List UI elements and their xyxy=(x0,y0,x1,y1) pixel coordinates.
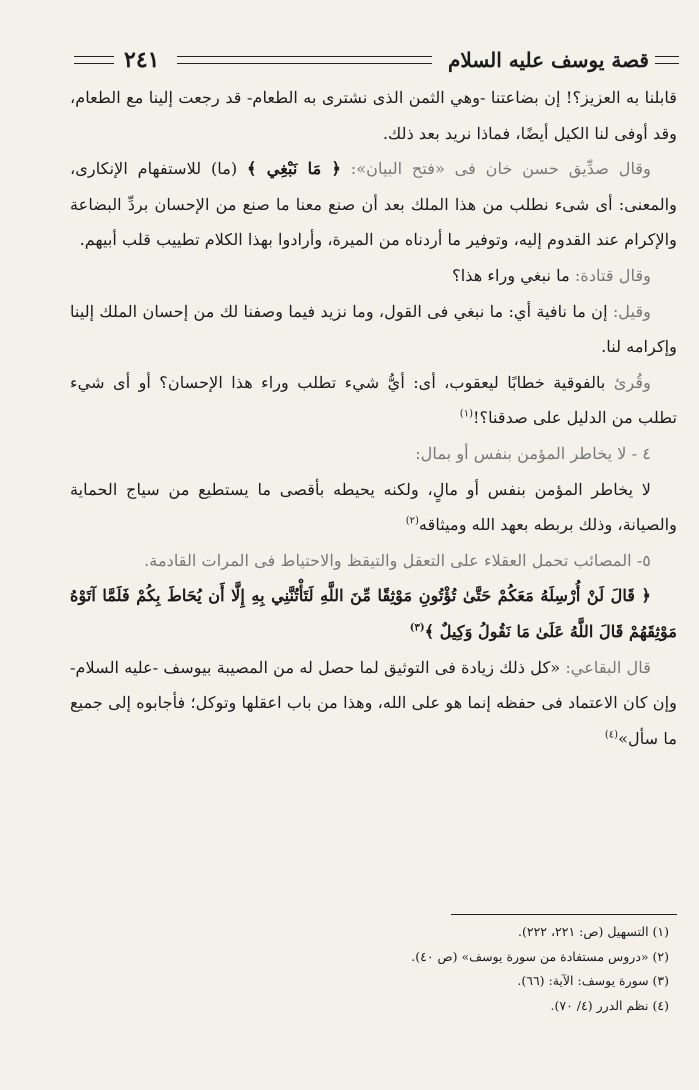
quran-verse-text: ﴿ قَالَ لَنْ أُرْسِلَهُ مَعَكُمْ حَتَّىٰ تُؤْتُونِ مَوْثِقًا مِّنَ اللَّهِ لَتَأْتُنَّنِي بِهِ إِلَّا أَن يُحَاطَ بِكُمْ فَلَمَّا آتَوْهُ مَوْثِقَهُمْ قَالَ اللَّهُ عَلَىٰ مَا نَقُولُ وَكِيلٌ ﴾ xyxy=(70,586,677,641)
quran-phrase: ﴿ مَا نَبْغِي ﴾ xyxy=(246,159,341,179)
paragraph-3-text: ما نبغي وراء هذا؟ xyxy=(452,265,570,285)
running-title: قصة يوسف عليه السلام xyxy=(448,48,649,72)
section-5-heading: ٥- المصائب تحمل العقلاء على التعقل والتيقظ والاحتياط فى المرات القادمة. xyxy=(144,550,651,570)
footnote-ref-2: (٢) xyxy=(405,515,419,527)
footnote-ref-4: (٤) xyxy=(604,729,619,741)
page-header xyxy=(74,40,679,80)
paragraph-1 xyxy=(70,80,677,151)
paragraph-6 xyxy=(70,472,677,543)
section-4-heading: ٤ - لا يخاطر المؤمن بنفس أو بمال: xyxy=(415,443,651,463)
quote-attribution: وقال صدِّيق حسن خان فى «فتح البيان»: xyxy=(350,159,651,179)
quote-attribution: وقُرئ xyxy=(613,372,651,392)
paragraph-7-text: «كل ذلك زيادة فى التوثيق لما حصل له من المصيبة بيوسف -عليه السلام- وإن كان الاعتماد فى حفظه إنما هو على الله، وهذا من باب اعقلها وتوكل؛ فأجابوه إلى جميع ما سأل» xyxy=(70,657,677,748)
header-rule-right xyxy=(655,56,679,64)
page-number: ٢٤١ xyxy=(124,47,160,73)
paragraph-3 xyxy=(70,258,677,294)
quran-verse xyxy=(70,578,677,649)
page-body xyxy=(70,80,677,756)
header-rule-middle xyxy=(177,56,432,64)
paragraph-2 xyxy=(70,151,677,258)
footnote-1: (١) التسهيل (ص: ٢٢١، ٢٢٢). xyxy=(518,924,669,939)
footnote-ref-3: (٣) xyxy=(409,622,425,634)
quote-attribution: قال البقاعي: xyxy=(565,657,651,677)
quote-attribution: وقيل: xyxy=(612,301,651,321)
footnote-3: (٣) سورة يوسف: الآية: (٦٦). xyxy=(517,973,669,988)
paragraph-1-line-1: قابلنا به العزيز؟! إن بضاعتنا -وهي الثمن الذى نشترى به الطعام- قد xyxy=(225,88,677,107)
footnote-separator xyxy=(451,914,677,915)
header-rule-left xyxy=(74,56,114,64)
paragraph-5 xyxy=(70,365,677,436)
paragraph-1-line-2: رجعت إلينا مع الطعام، وقد أوفى لنا الكيل أيضًا، فماذا نريد بعد ذلك. xyxy=(70,88,677,143)
footnote-ref-1: (١) xyxy=(459,408,473,420)
footnotes xyxy=(70,920,669,1018)
footnote-4: (٤) نظم الدرر (٤/ ٧٠). xyxy=(550,997,669,1013)
paragraph-2-text: (ما) للاستفهام الإنكارى، والمعنى: أى شىء نطلب من هذا الملك بعد أن صنع معنا ما صنع من الإحسان بردِّ البضاعة والإكرام عند القدوم إليه، وتوفير ما أردناه من الميرة، وأرادوا بهذا الكلام تطييب قلب أبيهم. xyxy=(70,159,677,250)
footnote-2: (٢) «دروس مستفادة من سورة يوسف» (ص ٤٠). xyxy=(411,948,669,964)
quote-attribution: وقال قتادة: xyxy=(574,265,651,285)
paragraph-7 xyxy=(70,650,677,757)
paragraph-5-text: بالفوقية خطابًا ليعقوب، أى: أيُّ شيء تطلب وراء هذا الإحسان؟ أو أى شيء تطلب من الدليل على صدقنا؟! xyxy=(70,372,677,428)
paragraph-6-text: لا يخاطر المؤمن بنفس أو مالٍ، ولكنه يحيطه بأقصى ما يستطيع من سياج الحماية والصيانة، وذلك بربطه بعهد الله وميثاقه xyxy=(70,479,677,535)
paragraph-4 xyxy=(70,294,677,365)
paragraph-4-text: إن ما نافية أي: ما نبغي فى القول، وما نزيد فيما وصفنا لك من إحسان الملك إلينا وإكرامه لنا. xyxy=(70,301,677,357)
